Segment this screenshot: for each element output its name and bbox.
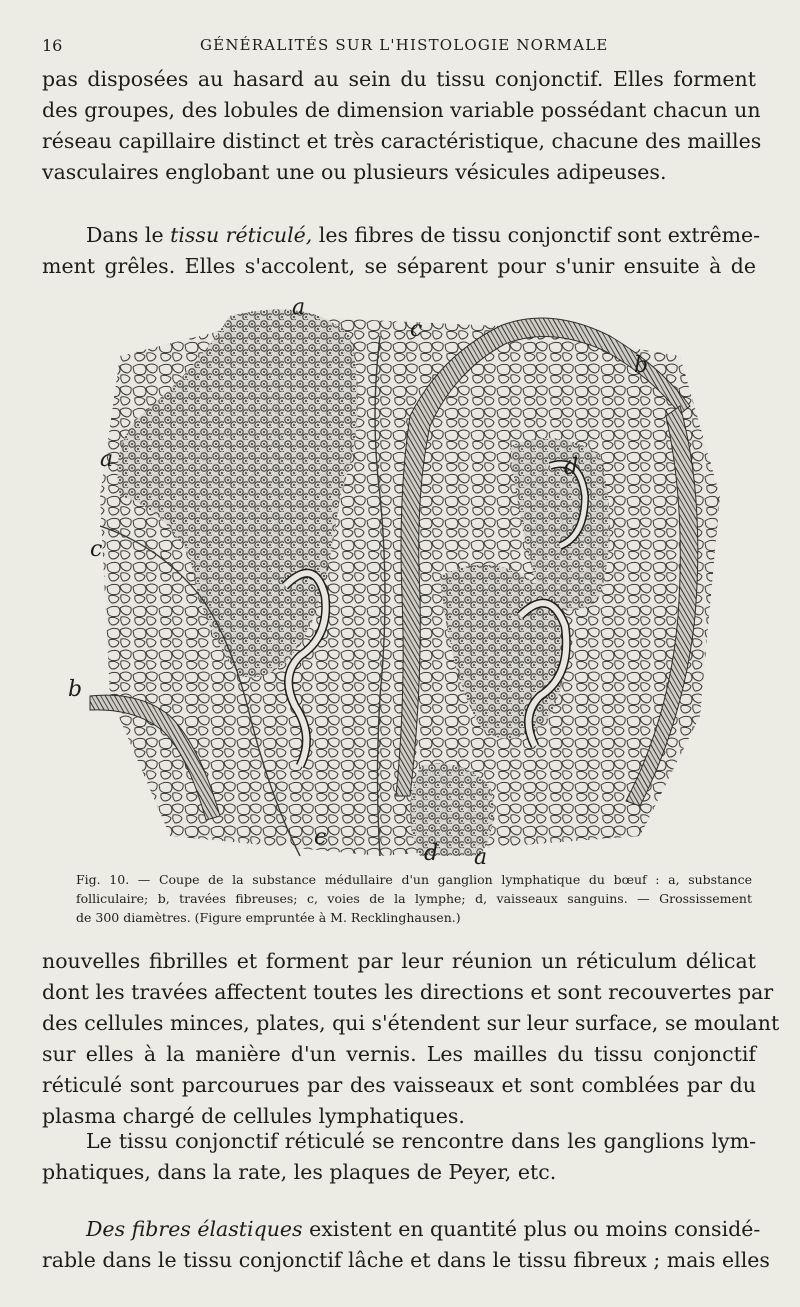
text-line: réseau capillaire distinct et très caractéristique, chacune des mailles bbox=[42, 129, 762, 153]
text-line: rable dans le tissu conjonctif lâche et dans le tissu fibreux ; mais elles bbox=[42, 1248, 770, 1272]
paragraph-adipose bbox=[42, 64, 762, 188]
page-number: 16 bbox=[42, 36, 63, 55]
figure-label-c: c bbox=[410, 317, 423, 342]
figure-label-d: d bbox=[564, 455, 579, 480]
text-run: existent en quantité plus ou moins considé- bbox=[302, 1217, 761, 1241]
text-line: réticulé sont parcourues par des vaisseaux et sont comblées par du bbox=[42, 1073, 756, 1097]
histology-illustration bbox=[68, 295, 770, 870]
paragraph-reticulated-tissue bbox=[42, 220, 761, 282]
caption-line: de 300 diamètres. (Figure empruntée à M. Recklinghausen.) bbox=[76, 910, 461, 925]
text-line: Le tissu conjonctif réticulé se rencontre dans les ganglions lym- bbox=[86, 1129, 756, 1153]
figure-caption bbox=[76, 870, 752, 927]
text-line: dont les travées affectent toutes les directions et sont recouvertes par bbox=[42, 980, 774, 1004]
figure-label-c: c bbox=[90, 537, 103, 562]
text-line: ment grêles. Elles s'accolent, se séparent pour s'unir ensuite à de bbox=[42, 254, 756, 278]
text-line: phatiques, dans la rate, les plaques de Peyer, etc. bbox=[42, 1160, 557, 1184]
caption-line: Fig. 10. — Coupe de la substance médullaire d'un ganglion lymphatique du bœuf : a, substance bbox=[76, 872, 752, 887]
italic-term: tissu réticulé, bbox=[170, 223, 313, 247]
running-title: GÉNÉRALITÉS SUR L'HISTOLOGIE NORMALE bbox=[200, 36, 609, 54]
text-line: des cellules minces, plates, qui s'étendent sur leur surface, se moulant bbox=[42, 1011, 780, 1035]
text-line: des groupes, des lobules de dimension variable possédant chacun un bbox=[42, 98, 761, 122]
figure-label-a: a bbox=[100, 447, 114, 472]
text-line: plasma chargé de cellules lymphatiques. bbox=[42, 1104, 465, 1128]
text-line bbox=[42, 1214, 761, 1245]
text-line: pas disposées au hasard au sein du tissu conjonctif. Elles forment bbox=[42, 67, 756, 91]
text-line: sur elles à la manière d'un vernis. Les mailles du tissu conjonctif bbox=[42, 1042, 756, 1066]
figure-label-d: d bbox=[424, 841, 439, 866]
text-line bbox=[42, 220, 761, 251]
text-line: vasculaires englobant une ou plusieurs vésicules adipeuses. bbox=[42, 160, 667, 184]
figure-label-c: c bbox=[314, 825, 327, 850]
figure-lymph-node-section bbox=[68, 295, 770, 870]
paragraph-location bbox=[42, 1126, 756, 1188]
figure-label-b: b bbox=[68, 677, 83, 702]
paragraph-elastic-fibers bbox=[42, 1214, 770, 1276]
paragraph-reticulum bbox=[42, 946, 780, 1132]
text-run: les fibres de tissu conjonctif sont extrême- bbox=[312, 223, 761, 247]
italic-term: Des fibres élastiques bbox=[86, 1217, 303, 1241]
text-run: Dans le bbox=[86, 223, 171, 247]
figure-label-b: b bbox=[634, 353, 649, 378]
caption-line: folliculaire; b, travées fibreuses; c, voies de la lymphe; d, vaisseaux sanguins. — Grossissement bbox=[76, 891, 752, 906]
figure-label-a: a bbox=[474, 845, 488, 870]
text-line: nouvelles fibrilles et forment par leur réunion un réticulum délicat bbox=[42, 949, 756, 973]
running-header bbox=[0, 36, 800, 58]
figure-label-a: a bbox=[292, 295, 306, 320]
